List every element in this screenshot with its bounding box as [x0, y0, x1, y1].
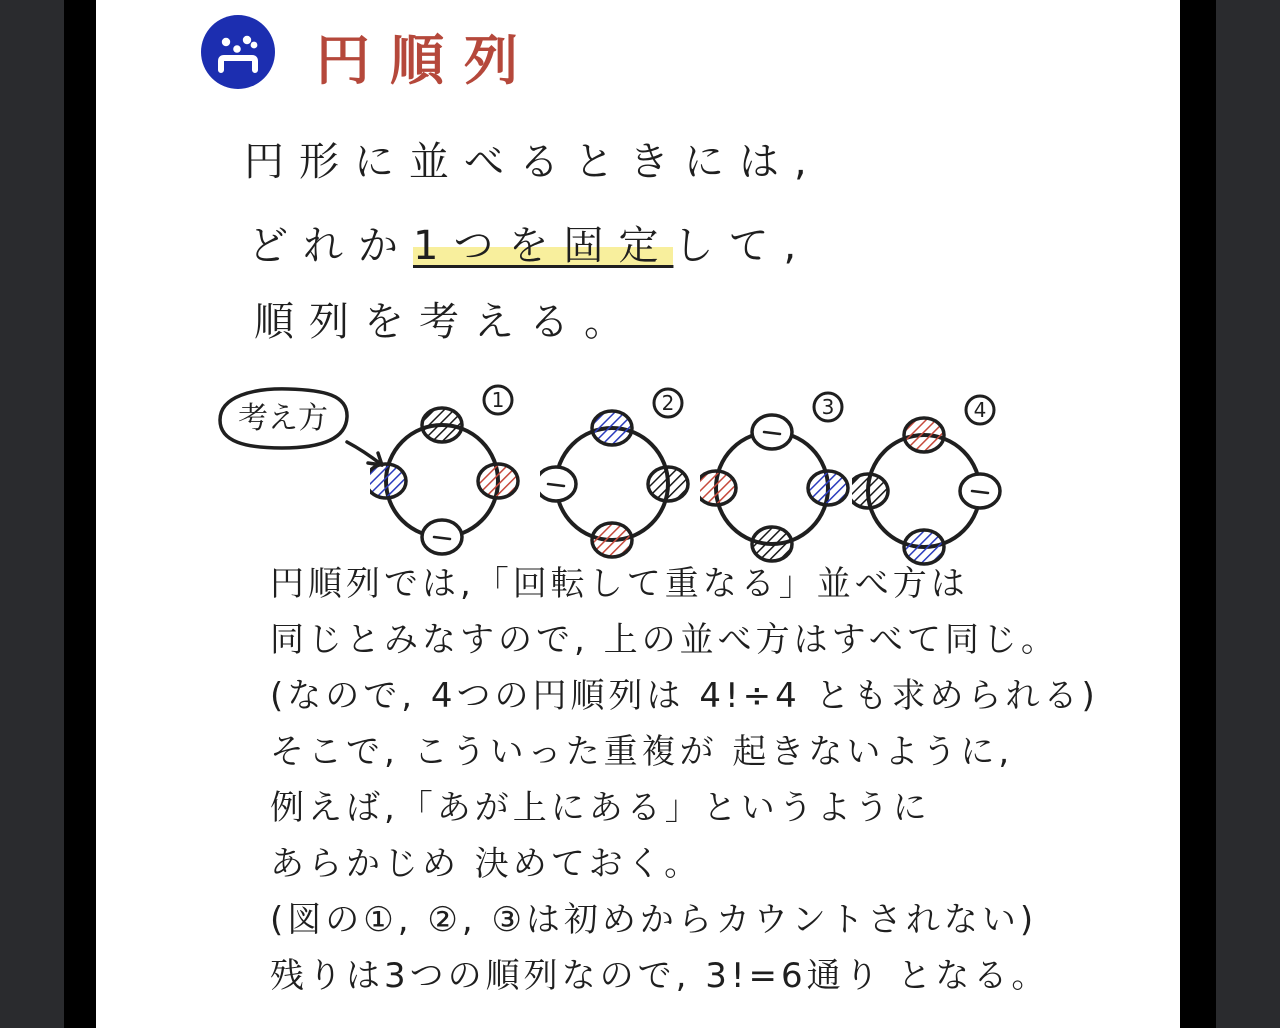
svg-text:1: 1: [491, 388, 505, 412]
body-line: 円順列では,「回転して重なる」並べ方は: [270, 564, 969, 604]
body-line: (なので, 4つの円順列は 4!÷4 とも求められる): [270, 676, 1099, 716]
circle-diagram-3: [700, 391, 850, 563]
left-frame-black-strip: [64, 0, 96, 1028]
left-frame-dark-strip: [0, 0, 64, 1028]
highlighted-phrase: 1つを固定: [413, 223, 674, 269]
intro-line-2: [248, 214, 811, 271]
intro-line-1: 円形に並べるときには,: [244, 139, 822, 185]
svg-text:2: 2: [661, 391, 675, 415]
svg-text:3: 3: [821, 395, 835, 419]
body-line: 残りは3つの順列なので, 3!=6通り となる。: [270, 956, 1050, 996]
svg-text:4: 4: [973, 398, 987, 422]
body-line: 同じとみなすので, 上の並べ方はすべて同じ。: [270, 620, 1059, 660]
intro-line-3: 順列を考える。: [254, 299, 639, 345]
circle-diagram-2: [540, 387, 690, 559]
body-paragraph: [270, 556, 1170, 1004]
circle-diagram-1: [370, 384, 520, 556]
intro-line-2-pre: どれか: [248, 223, 413, 269]
frowning-face-icon: [200, 14, 276, 90]
method-label: 考え方: [238, 401, 328, 436]
page-title: 円順列: [316, 29, 538, 92]
right-frame-dark-strip: [1216, 0, 1280, 1028]
body-line: 例えば,「あが上にある」というように: [270, 788, 931, 828]
circle-diagram-4: [852, 394, 1002, 566]
body-line: あらかじめ 決めておく。: [270, 844, 703, 884]
body-line: (図の①, ②, ③は初めからカウントされない): [270, 900, 1038, 940]
right-frame-black-strip: [1180, 0, 1216, 1028]
intro-line-2-post: して,: [673, 223, 812, 269]
note-page: [96, 0, 1180, 1028]
body-line: そこで, こういった重複が 起きないように,: [270, 732, 1014, 772]
